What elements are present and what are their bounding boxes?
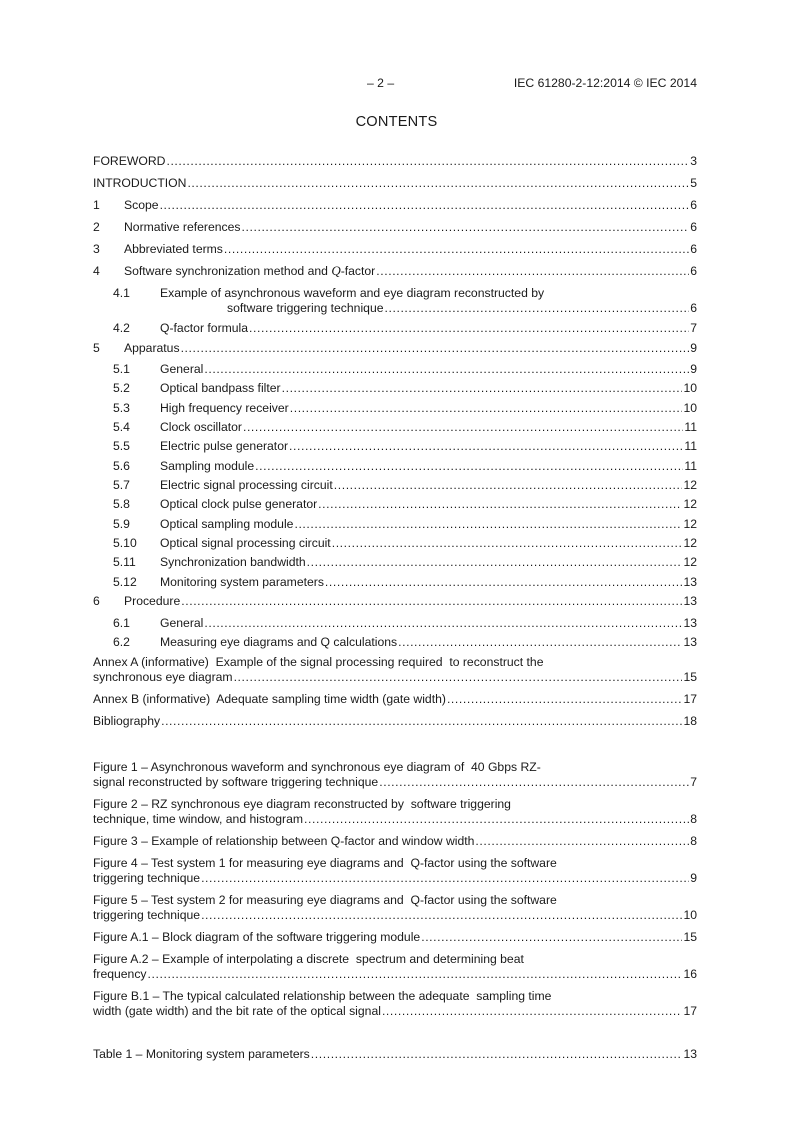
toc-entry-annex-a[interactable]: Annex A (informative) Example of the signal processing required to reconstruct the synchronous eye diagram ..... 15 bbox=[93, 655, 697, 684]
page-ref: 5 bbox=[690, 176, 697, 190]
toc-entry-5-6[interactable]: 5.6 Sampling module ..... 11 bbox=[93, 459, 697, 473]
figure-entry-3[interactable]: Figure 3 – Example of relationship between Q-factor and window width ..... 8 bbox=[93, 834, 697, 848]
dot-leader bbox=[249, 321, 689, 335]
dot-leader bbox=[289, 439, 683, 453]
section-number: 5.2 bbox=[113, 381, 130, 395]
figure-entry-a1[interactable]: Figure A.1 – Block diagram of the software triggering module ..... 15 bbox=[93, 930, 697, 944]
dot-leader bbox=[242, 220, 690, 234]
page-ref: 13 bbox=[683, 635, 697, 649]
dot-leader bbox=[307, 555, 683, 569]
section-number: 5.1 bbox=[113, 362, 130, 376]
dot-leader bbox=[161, 714, 682, 728]
toc-entry-foreword[interactable]: FOREWORD ..... 3 bbox=[93, 154, 697, 168]
dot-leader bbox=[201, 908, 682, 922]
section-number: 5 bbox=[93, 341, 100, 355]
dot-leader bbox=[318, 497, 682, 511]
section-number: 5.9 bbox=[113, 517, 130, 531]
page-ref: 17 bbox=[683, 1004, 697, 1018]
dot-leader bbox=[243, 420, 683, 434]
dot-leader bbox=[234, 670, 683, 684]
toc-entry-annex-b[interactable]: Annex B (informative) Adequate sampling time width (gate width) ..... 17 bbox=[93, 692, 697, 706]
section-number: 5.5 bbox=[113, 439, 130, 453]
dot-leader bbox=[204, 616, 682, 630]
dot-leader bbox=[304, 812, 689, 826]
page-ref: 15 bbox=[683, 930, 697, 944]
page-ref: 9 bbox=[690, 871, 697, 885]
page-ref: 15 bbox=[683, 670, 697, 684]
dot-leader bbox=[475, 834, 689, 848]
dot-leader bbox=[166, 154, 689, 168]
dot-leader bbox=[282, 381, 683, 395]
page-ref: 11 bbox=[684, 439, 697, 453]
page-ref: 7 bbox=[690, 321, 697, 335]
page-ref: 8 bbox=[690, 834, 697, 848]
dot-leader bbox=[181, 341, 690, 355]
dot-leader bbox=[294, 517, 682, 531]
table-entry-1[interactable]: Table 1 – Monitoring system parameters ..... 13 bbox=[93, 1047, 697, 1061]
dot-leader bbox=[325, 575, 683, 589]
toc-entry-normative-references[interactable]: 2 Normative references ..... 6 bbox=[93, 220, 697, 234]
dot-leader bbox=[148, 967, 683, 981]
toc-entry-introduction[interactable]: INTRODUCTION ..... 5 bbox=[93, 176, 697, 190]
page-ref: 11 bbox=[684, 459, 697, 473]
section-number: 2 bbox=[93, 220, 100, 234]
page-title: CONTENTS bbox=[355, 114, 438, 130]
page-ref: 6 bbox=[690, 242, 697, 256]
toc-entry-abbreviated-terms[interactable]: 3 Abbreviated terms ..... 6 bbox=[93, 242, 697, 256]
dot-leader bbox=[334, 478, 683, 492]
section-number: 1 bbox=[93, 198, 100, 212]
toc-entry-5-1[interactable]: 5.1 General ..... 9 bbox=[93, 362, 697, 376]
page-ref: 8 bbox=[690, 812, 697, 826]
figure-entry-4[interactable]: Figure 4 – Test system 1 for measuring eye diagrams and Q-factor using the software triggering technique ..... 9 bbox=[93, 856, 697, 885]
dot-leader bbox=[385, 301, 690, 315]
section-number: 6.1 bbox=[113, 616, 130, 630]
page-ref: 6 bbox=[690, 198, 697, 212]
figure-entry-5[interactable]: Figure 5 – Test system 2 for measuring eye diagrams and Q-factor using the software triggering technique ..... 10 bbox=[93, 893, 697, 922]
page-ref: 7 bbox=[690, 775, 697, 789]
section-number: 4.1 bbox=[113, 286, 130, 300]
section-number: 5.3 bbox=[113, 401, 130, 415]
section-number: 5.4 bbox=[113, 420, 130, 434]
dot-leader bbox=[332, 536, 683, 550]
section-number: 5.12 bbox=[113, 575, 137, 589]
dot-leader bbox=[398, 635, 682, 649]
dot-leader bbox=[447, 692, 683, 706]
dot-leader bbox=[187, 176, 689, 190]
toc-entry-6-2[interactable]: 6.2 Measuring eye diagrams and Q calculations ..... 13 bbox=[93, 635, 697, 649]
dot-leader bbox=[204, 362, 689, 376]
dot-leader bbox=[421, 930, 682, 944]
toc-entry-scope[interactable]: 1 Scope ..... 6 bbox=[93, 198, 697, 212]
dot-leader bbox=[201, 871, 689, 885]
toc-entry-5-5[interactable]: 5.5 Electric pulse generator ..... 11 bbox=[93, 439, 697, 453]
toc-entry-5-2[interactable]: 5.2 Optical bandpass filter ..... 10 bbox=[93, 381, 697, 395]
page-ref: 16 bbox=[683, 967, 697, 981]
toc-entry-5-9[interactable]: 5.9 Optical sampling module ..... 12 bbox=[93, 517, 697, 531]
dot-leader bbox=[376, 264, 689, 278]
toc-entry-5-4[interactable]: 5.4 Clock oscillator ..... 11 bbox=[93, 420, 697, 434]
dot-leader bbox=[181, 594, 682, 608]
page-ref: 10 bbox=[683, 381, 697, 395]
figure-entry-1[interactable]: Figure 1 – Asynchronous waveform and synchronous eye diagram of 40 Gbps RZ- signal reconstructed by software triggering technique ..... 7 bbox=[93, 760, 697, 789]
page-ref: 6 bbox=[690, 264, 697, 278]
section-number: 5.11 bbox=[113, 555, 136, 569]
toc-entry-4-2[interactable]: 4.2 Q-factor formula ..... 7 bbox=[93, 321, 697, 335]
q-symbol: Q bbox=[331, 263, 341, 278]
dot-leader bbox=[311, 1047, 683, 1061]
toc-entry-procedure[interactable]: 6 Procedure ..... 13 bbox=[93, 594, 697, 608]
document-reference: IEC 61280-2-12:2014 © IEC 2014 bbox=[513, 76, 697, 90]
toc-entry-4-1[interactable]: 4.1 Example of asynchronous waveform and eye diagram reconstructed by software triggering technique ..... 6 bbox=[93, 286, 697, 315]
page-ref: 18 bbox=[683, 714, 697, 728]
page-ref: 13 bbox=[683, 594, 697, 608]
page-ref: 6 bbox=[690, 220, 697, 234]
section-number: 4 bbox=[93, 264, 100, 278]
section-number: 4.2 bbox=[113, 321, 130, 335]
page-ref: 12 bbox=[683, 555, 697, 569]
section-number: 5.6 bbox=[113, 459, 130, 473]
page-ref: 12 bbox=[683, 497, 697, 511]
section-number: 3 bbox=[93, 242, 100, 256]
page-ref: 3 bbox=[690, 154, 697, 168]
toc-entry-bibliography[interactable]: Bibliography ..... 18 bbox=[93, 714, 697, 728]
section-number: 5.8 bbox=[113, 497, 130, 511]
toc-entry-5-3[interactable]: 5.3 High frequency receiver ..... 10 bbox=[93, 401, 697, 415]
dot-leader bbox=[382, 1004, 683, 1018]
toc-entry-5-11[interactable]: 5.11 Synchronization bandwidth ..... 12 bbox=[93, 555, 697, 569]
figure-entry-2[interactable]: Figure 2 – RZ synchronous eye diagram reconstructed by software triggering technique, time window, and histogram ..... 8 bbox=[93, 797, 697, 826]
page-ref: 13 bbox=[683, 616, 697, 630]
toc-entry-apparatus[interactable]: 5 Apparatus ..... 9 bbox=[93, 341, 697, 355]
page-ref: 9 bbox=[690, 362, 697, 376]
page-ref: 13 bbox=[683, 1047, 697, 1061]
page-ref: 17 bbox=[683, 692, 697, 706]
dot-leader bbox=[290, 401, 683, 415]
page-ref: 12 bbox=[683, 536, 697, 550]
page-ref: 6 bbox=[690, 301, 697, 315]
figure-entry-a2[interactable]: Figure A.2 – Example of interpolating a discrete spectrum and determining beat frequency ..... 16 bbox=[93, 952, 697, 981]
dot-leader bbox=[160, 198, 690, 212]
page-header bbox=[0, 76, 793, 92]
toc-entry-5-12[interactable]: 5.12 Monitoring system parameters ..... 13 bbox=[93, 575, 697, 589]
page-number: – 2 – bbox=[367, 76, 395, 90]
toc-entry-5-7[interactable]: 5.7 Electric signal processing circuit ..... 12 bbox=[93, 478, 697, 492]
section-number: 6.2 bbox=[113, 635, 130, 649]
toc-entry-5-10[interactable]: 5.10 Optical signal processing circuit ..... 12 bbox=[93, 536, 697, 550]
toc-entry-software-synchronization[interactable]: 4 Software synchronization method and Q-factor ..... 6 bbox=[93, 264, 697, 278]
section-number: 6 bbox=[93, 594, 100, 608]
figure-entry-b1[interactable]: Figure B.1 – The typical calculated relationship between the adequate sampling time width (gate width) and the bit rate of the optical signal ..... 17 bbox=[93, 989, 697, 1018]
dot-leader bbox=[255, 459, 683, 473]
toc-entry-5-8[interactable]: 5.8 Optical clock pulse generator ..... 12 bbox=[93, 497, 697, 511]
page-ref: 9 bbox=[690, 341, 697, 355]
page-ref: 10 bbox=[683, 908, 697, 922]
page-ref: 12 bbox=[683, 478, 697, 492]
page-ref: 13 bbox=[683, 575, 697, 589]
page-ref: 10 bbox=[683, 401, 697, 415]
section-number: 5.7 bbox=[113, 478, 130, 492]
dot-leader bbox=[224, 242, 689, 256]
section-number: 5.10 bbox=[113, 536, 137, 550]
dot-leader bbox=[379, 775, 689, 789]
page-ref: 11 bbox=[684, 420, 697, 434]
toc-entry-6-1[interactable]: 6.1 General ..... 13 bbox=[93, 616, 697, 630]
page-ref: 12 bbox=[683, 517, 697, 531]
